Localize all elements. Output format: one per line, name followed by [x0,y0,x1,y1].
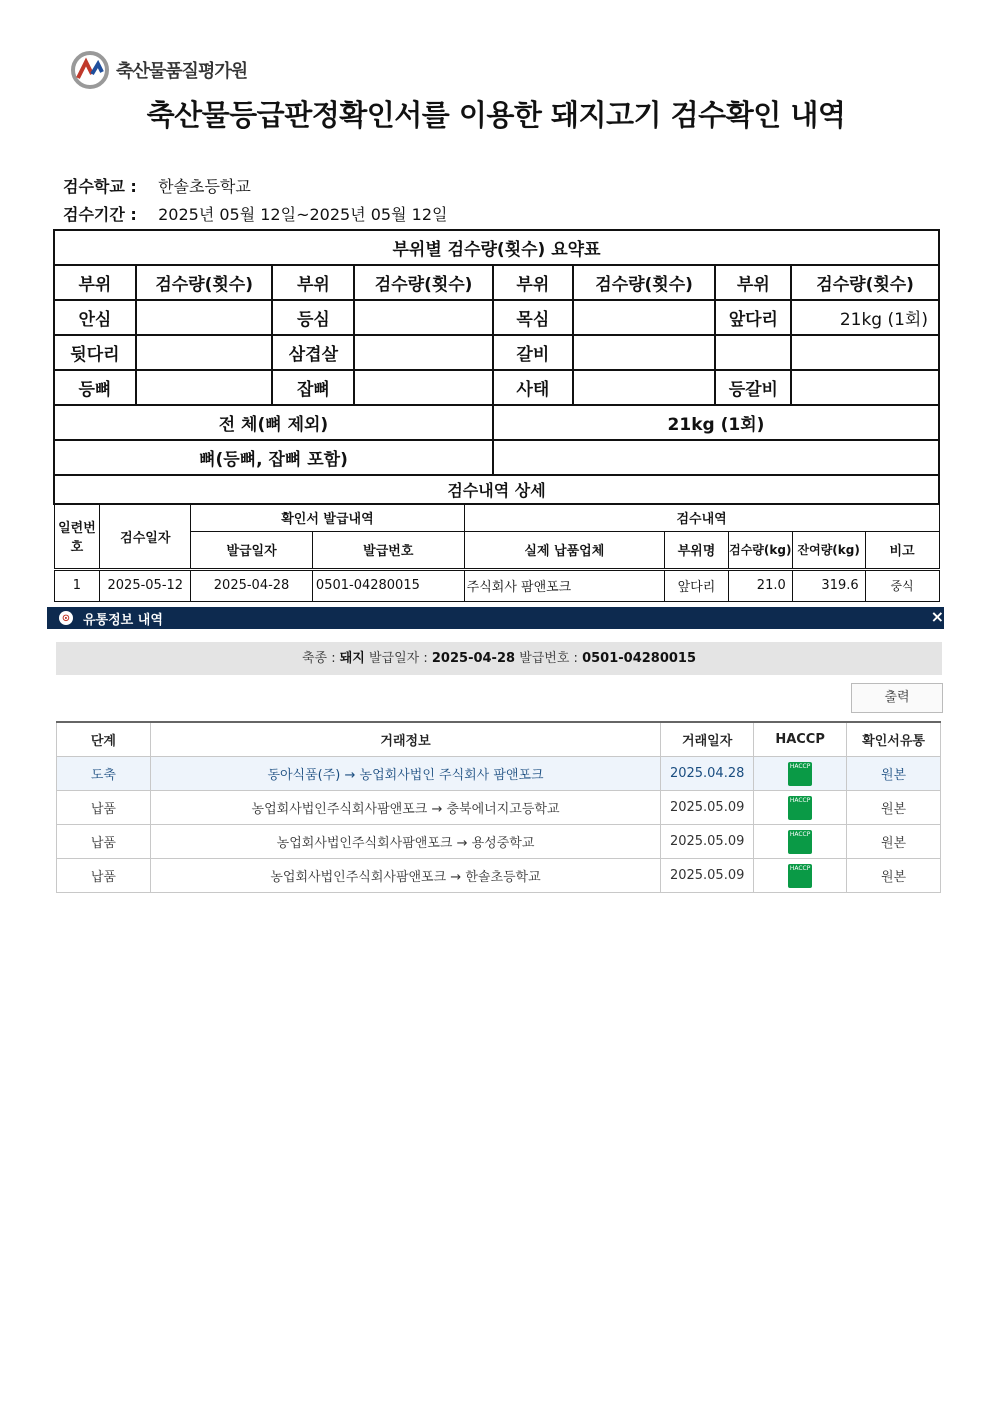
header-note: 비고 [865,531,939,569]
cell-cert: 원본 [847,859,941,893]
summary-header-qty: 검수량(횟수) [136,265,273,300]
school-label: 검수학교 : [63,177,137,196]
cell-haccp [754,757,847,791]
header-qty: 검수량(kg) [728,531,792,569]
cell-date: 2025-05-12 [100,569,191,601]
period-label: 검수기간 : [63,205,137,224]
part-name: 갈비 [493,335,573,370]
haccp-icon[interactable]: HACCP [788,762,812,786]
part-name: 사태 [493,370,573,405]
table-row[interactable] [57,859,941,893]
period-row [63,202,447,225]
cell-trade-date: 2025.05.09 [661,825,754,859]
period-value: 2025년 05월 12일~2025년 05월 12일 [158,205,448,224]
summary-header-qty: 검수량(횟수) [573,265,716,300]
cell-remain: 319.6 [792,569,865,601]
part-name: 등뼈 [54,370,136,405]
org-name: 축산물품질평가원 [116,61,248,82]
part-qty [354,370,493,405]
total-value: 21kg (1회) [493,405,939,440]
cell-qty: 21.0 [728,569,792,601]
school-value: 한솔초등학교 [158,177,251,196]
summary-total-row [54,405,939,440]
cell-stage: 납품 [57,859,151,893]
header-haccp: HACCP [754,722,847,757]
summary-header-part: 부위 [715,265,791,300]
cell-stage: 도축 [57,757,151,791]
part-qty: 21kg (1회) [791,300,939,335]
total-label: 전 체(뼈 제외) [54,405,493,440]
part-name: 뒷다리 [54,335,136,370]
cell-haccp [754,791,847,825]
part-qty [791,370,939,405]
header-cert-flow: 확인서유통 [847,722,941,757]
part-name: 앞다리 [715,300,791,335]
bone-label: 뼈(등뼈, 잡뼈 포함) [54,440,493,475]
summary-header-part: 부위 [493,265,573,300]
part-qty [136,335,273,370]
part-qty [354,335,493,370]
summary-header-qty: 검수량(횟수) [354,265,493,300]
cell-note: 중식 [865,569,939,601]
part-name [715,335,791,370]
header-cert: 확인서 발급내역 [191,504,464,531]
cell-cert: 원본 [847,791,941,825]
summary-bone-row [54,440,939,475]
issue-no-label: 발급번호 : [519,651,578,666]
header-issue-date: 발급일자 [191,531,313,569]
cell-supplier: 주식회사 팜앤포크 [464,569,664,601]
issue-date-label: 발급일자 : [369,651,428,666]
cell-trade-info: 농업회사법인주식회사팜앤포크 → 충북에너지고등학교 [150,791,660,825]
org-logo-icon [70,50,110,90]
distribution-table [56,721,941,893]
cell-trade-info: 농업회사법인주식회사팜앤포크 → 한솔초등학교 [150,859,660,893]
part-name: 삼겹살 [272,335,354,370]
summary-row [54,335,939,370]
summary-title: 부위별 검수량(횟수) 요약표 [54,230,939,265]
summary-header-qty: 검수량(횟수) [791,265,939,300]
cell-trade-date: 2025.05.09 [661,791,754,825]
cell-trade-date: 2025.05.09 [661,859,754,893]
school-row [63,174,251,197]
cell-trade-info: 농업회사법인주식회사팜앤포크 → 용성중학교 [150,825,660,859]
part-qty [573,335,716,370]
table-row[interactable] [57,825,941,859]
detail-table [53,474,940,602]
cell-seq: 1 [54,569,100,601]
haccp-icon[interactable]: HACCP [788,864,812,888]
page-title: 축산물등급판정확인서를 이용한 돼지고기 검수확인 내역 [146,98,846,132]
cell-trade-info: 동아식품(주) → 농업회사법인 주식회사 팜앤포크 [150,757,660,791]
table-row[interactable] [57,757,941,791]
table-row[interactable] [57,791,941,825]
issue-date-value: 2025-04-28 [431,651,516,666]
summary-header-part: 부위 [272,265,354,300]
species-label: 축종 : [301,651,336,666]
part-name: 등갈비 [715,370,791,405]
part-name: 잡뼈 [272,370,354,405]
cell-issue-date: 2025-04-28 [191,569,313,601]
cell-cert: 원본 [847,757,941,791]
part-name: 등심 [272,300,354,335]
part-qty [136,370,273,405]
cell-haccp [754,825,847,859]
print-button[interactable]: 출력 [851,683,943,713]
part-qty [354,300,493,335]
popup-title-bar [47,607,944,629]
part-qty [136,300,273,335]
detail-row [54,569,939,601]
cell-part: 앞다리 [665,569,729,601]
bone-value [493,440,939,475]
species-value: 돼지 [339,651,365,666]
popup-title: 유통정보 내역 [83,612,163,628]
cell-stage: 납품 [57,825,151,859]
close-icon[interactable]: × [930,607,944,626]
part-name: 목심 [493,300,573,335]
header-stage: 단계 [57,722,151,757]
header-trade-info: 거래정보 [150,722,660,757]
header-remain: 잔여량(kg) [792,531,865,569]
summary-table [53,229,940,476]
haccp-icon[interactable]: HACCP [788,796,812,820]
cell-trade-date: 2025.04.28 [661,757,754,791]
popup-logo-icon: ⊙ [59,611,73,625]
haccp-icon[interactable]: HACCP [788,830,812,854]
header-supplier: 실제 납품업체 [464,531,664,569]
part-qty [791,335,939,370]
cell-cert: 원본 [847,825,941,859]
summary-row [54,300,939,335]
part-name: 안심 [54,300,136,335]
summary-header-part: 부위 [54,265,136,300]
header-issue-no: 발급번호 [312,531,464,569]
cell-issue-no: 0501-04280015 [312,569,464,601]
header-seq: 일련번호 [54,504,100,569]
header-trade-date: 거래일자 [661,722,754,757]
issue-no-value: 0501-04280015 [582,651,697,666]
org-logo [70,50,247,90]
part-qty [573,370,716,405]
summary-row [54,370,939,405]
cell-stage: 납품 [57,791,151,825]
cell-haccp [754,859,847,893]
detail-title: 검수내역 상세 [54,475,939,504]
header-part: 부위명 [665,531,729,569]
popup-info-bar [56,642,942,675]
header-inspection: 검수내역 [464,504,939,531]
header-inspect-date: 검수일자 [100,504,191,569]
part-qty [573,300,716,335]
